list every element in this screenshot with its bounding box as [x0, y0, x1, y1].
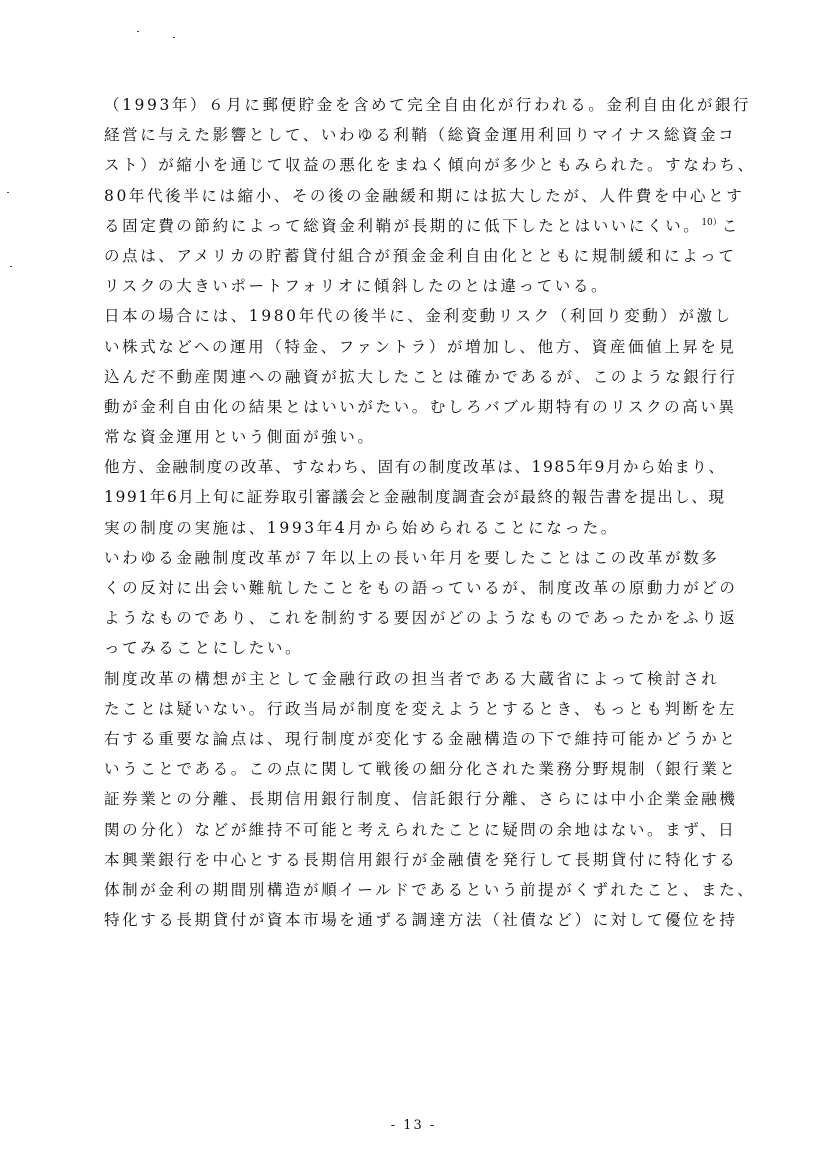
text-line: 制度改革の構想が主として金融行政の担当者である大蔵省によって検討され: [104, 669, 720, 688]
text-line: スト）が縮小を通じて収益の悪化をまねく傾向が多少ともみられた。すなわち、: [104, 156, 756, 175]
text-line: 日本の場合には、1980年代の後半に、金利変動リスク（利回り変動）が激し: [104, 307, 733, 326]
body-text: [104, 90, 764, 935]
text-line: 動が金利自由化の結果とはいいがたい。むしろバブル期特有のリスクの高い異: [104, 397, 737, 416]
text-line: 証券業との分離、長期信用銀行制度、信託銀行分離、さらには中小企業金融機: [104, 790, 738, 809]
text-line: い株式などへの運用（特金、ファントラ）が増加し、他方、資産価値上昇を見: [104, 337, 737, 356]
text-line: くの反対に出会い難航したことをもの語っているが、制度改革の原動力がどの: [104, 579, 738, 597]
text-line: 本興業銀行を中心とする長期信用銀行が金融債を発行して長期貸付に特化する: [104, 850, 738, 869]
text-line: 80年代後半には縮小、その後の金融緩和期には拡大したが、人件費を中心とす: [104, 186, 745, 205]
text-line: の点は、アメリカの貯蓄貸付組合が預金金利自由化とともに規制緩和によって: [104, 246, 737, 265]
paragraph: [104, 90, 764, 301]
text-line: 他方、金融制度の改革、すなわち、固有の制度改革は、1985年9月から始まり、: [104, 458, 726, 477]
text-line-content: る固定費の節約によって総資金利鞘が長期的に低下したとはいいにくい。: [104, 216, 702, 235]
text-line: いうことである。この点に関して戦後の細分化された業務分野規制（銀行業と: [104, 760, 738, 779]
text-line: ようなものであり、これを制約する要因がどのようなものであったかをふり返: [104, 609, 738, 628]
text-line: 体制が金利の期間別構造が順イールドであるという前提がくずれたこと、また、: [104, 880, 756, 899]
text-line: 常な資金運用という側面が強い。: [104, 428, 376, 447]
text-line: 経営に与えた影響として、いわゆる利鞘（総資金運用利回りマイナス総資金コ: [104, 126, 737, 145]
paragraph: [104, 301, 764, 452]
text-line: [104, 211, 764, 241]
text-line: いわゆる金融制度改革が７年以上の長い年月を要したことはこの改革が数多: [104, 548, 720, 567]
text-line: 関の分化）などが維持不可能と考えられたことに疑問の余地はない。まず、日: [104, 820, 737, 839]
text-line: 実の制度の実施は、1993年4月から始められることになった。: [104, 518, 619, 537]
text-line: 込んだ不動産関連への融資が拡大したことは確かであるが、このような銀行行: [104, 367, 738, 386]
text-line: （1993年）６月に郵便貯金を含めて完全自由化が行われる。金利自由化が銀行: [104, 96, 752, 114]
text-line: 右する重要な論点は、現行制度が変化する金融構造の下で維持可能かどうかと: [104, 729, 738, 748]
footnote-reference: 10）: [701, 217, 722, 228]
paragraph: [104, 543, 764, 664]
text-line-tail: こ: [721, 216, 740, 235]
text-line: 特化する長期貸付が資本市場を通ずる調達方法（社債など）に対して優位を持: [104, 911, 738, 930]
paragraph: [104, 664, 764, 936]
text-line: リスクの大きいポートフォリオに傾斜したのとは違っている。: [104, 277, 610, 296]
text-line: ってみることにしたい。: [104, 639, 304, 658]
text-line: 1991年6月上旬に証券取引審議会と金融制度調査会が最終的報告書を提出し、現: [104, 488, 726, 507]
paragraph: [104, 452, 764, 543]
page-number: - 13 -: [390, 1118, 437, 1133]
text-line: たことは疑いない。行政当局が制度を変えようとするとき、もっとも判断を左: [104, 699, 737, 718]
